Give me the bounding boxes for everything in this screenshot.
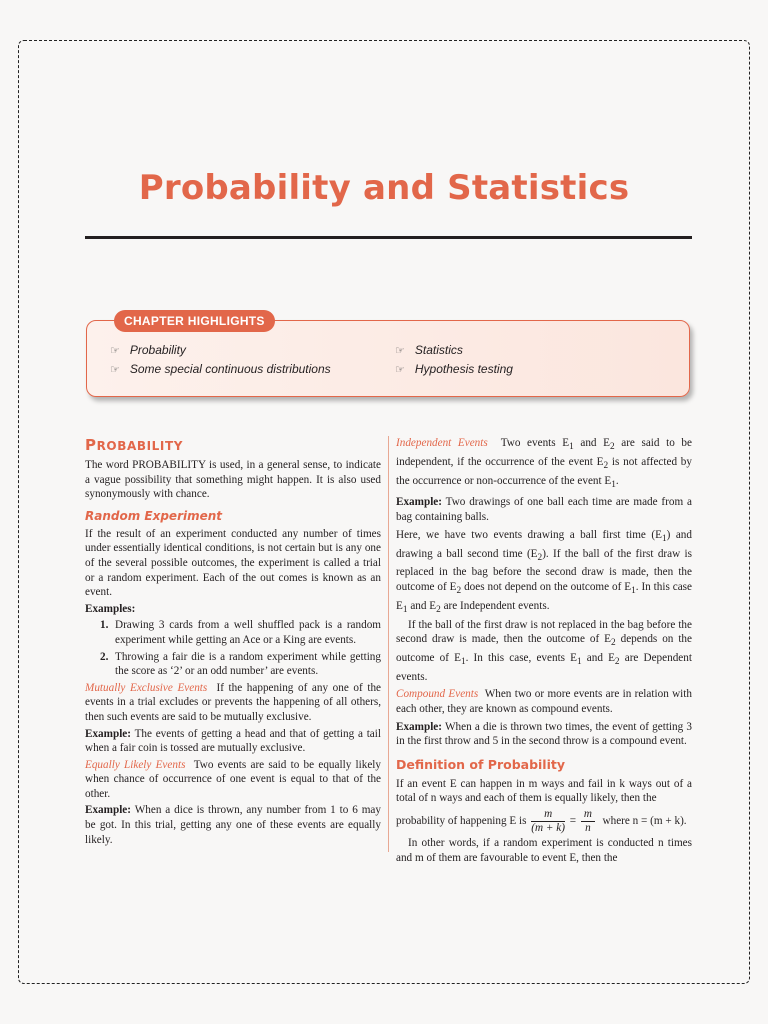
equally-likely-paragraph: Equally Likely Events Two events are said to be equally likely when chance of occurrence of one event is equal to that of the other.: [85, 758, 381, 800]
chapter-highlights-label: CHAPTER HIGHLIGHTS: [114, 310, 275, 332]
examples-list: [85, 618, 381, 678]
highlight-item: ☞ Probability: [110, 343, 186, 357]
here-paragraph: Here, we have two events drawing a ball first time $(E_1)$ and drawing a ball second time $(E_2)$. If the ball of the first draw is replaced in the bag before the second draw is made, then the outcome of $E_2$ does not depend on the outcome of $E_1$. In this case $E_1$ and $E_2$ are Independent events.: [396, 528, 693, 615]
definition-heading: Definition of Probability: [396, 756, 566, 772]
compound-events-paragraph: Compound Events When two or more events are in relation with each other, they are known as compound events.: [396, 688, 692, 716]
not-replaced-paragraph: If the ball of the first draw is not replaced in the bag before the second draw is made, then the outcome of $E_2$ depends on the outcome of $E_1$. In this case, events $E_1$ and $E_2$ are Dependent events.: [396, 618, 692, 683]
equally-likely-example: Example: When a dice is thrown, any number from 1 to 6 may be got. In this trial, getting any one of these events are equally likely.: [85, 804, 381, 846]
pointing-hand-icon: ☞: [110, 364, 120, 376]
mutually-exclusive-paragraph: Mutually Exclusive Events If the happening of any one of the events in a trial excludes or prevents the happening of all others, then such events are said to be mutually exclusive.: [85, 681, 382, 723]
examples-label: Examples:: [85, 602, 136, 615]
random-experiment-paragraph: If the result of an experiment conducted any number of times under essentially identical conditions, is not certain but is any one of the several possible outcomes, the experiment is called a trial or a random experiment. Each of the out comes is known as an event.: [85, 527, 381, 599]
section-heading-probability: PROBABILITY: [85, 436, 184, 454]
list-item: 1. Drawing 3 cards from a well shuffled pack is a random experiment while getting an Ace or a King are events.: [100, 619, 381, 646]
pointing-hand-icon: ☞: [395, 364, 405, 376]
random-experiment-heading: Random Experiment: [85, 508, 223, 523]
highlight-item: ☞ Hypothesis testing: [395, 362, 513, 376]
compound-events-example: Example: When a die is thrown two times, the event of getting 3 in the first throw and 5 in the second throw is a compound event.: [396, 720, 692, 748]
list-item: 2. Throwing a fair die is a random experiment while getting the score as ‘2’ or an odd number’ are events.: [100, 650, 381, 678]
left-column: [85, 436, 381, 847]
definition-paragraph: If an event E can happen in m ways and fail in k ways out of a total of n ways and each of them is equally likely, then the: [396, 777, 692, 805]
independent-events-example: Example: Two drawings of one ball each time are made from a bag containing balls.: [396, 496, 692, 524]
intro-paragraph: The word PROBABILITY is used, in a general sense, to indicate a vague possibility that something might happen. It is also used synonymously with chance.: [85, 459, 381, 501]
title-rule: [85, 236, 692, 239]
probability-formula: probability of happening E is $\frac{m}{(m + k)}$ = $\frac{m}{n}$ where n = (m + k).: [396, 807, 687, 834]
pointing-hand-icon: ☞: [110, 345, 120, 357]
right-column: [396, 436, 692, 865]
chapter-title: Probability and Statistics: [138, 168, 630, 208]
highlight-item: ☞ Some special continuous distributions: [110, 362, 331, 376]
pointing-hand-icon: ☞: [395, 345, 405, 357]
fraction: $\frac{m}{(m + k)}$: [531, 807, 565, 834]
independent-events-paragraph: Independent Events Two events $E_1$ and $E_2$ are said to be independent, if the occurrence of the event $E_2$ is not affected by the occurrence or non-occurrence of the event $E_1$.: [396, 437, 692, 490]
highlight-item: ☞ Statistics: [395, 343, 463, 357]
other-words-paragraph: In other words, if a random experiment is conducted n times and m of them are favourable to event E, then the: [396, 836, 692, 864]
fraction: $\frac{m}{n}$: [581, 808, 595, 835]
mutually-exclusive-example: Example: The events of getting a head and that of getting a tail when a fair coin is tossed are mutually exclusive.: [85, 727, 381, 755]
column-divider: [388, 436, 389, 852]
